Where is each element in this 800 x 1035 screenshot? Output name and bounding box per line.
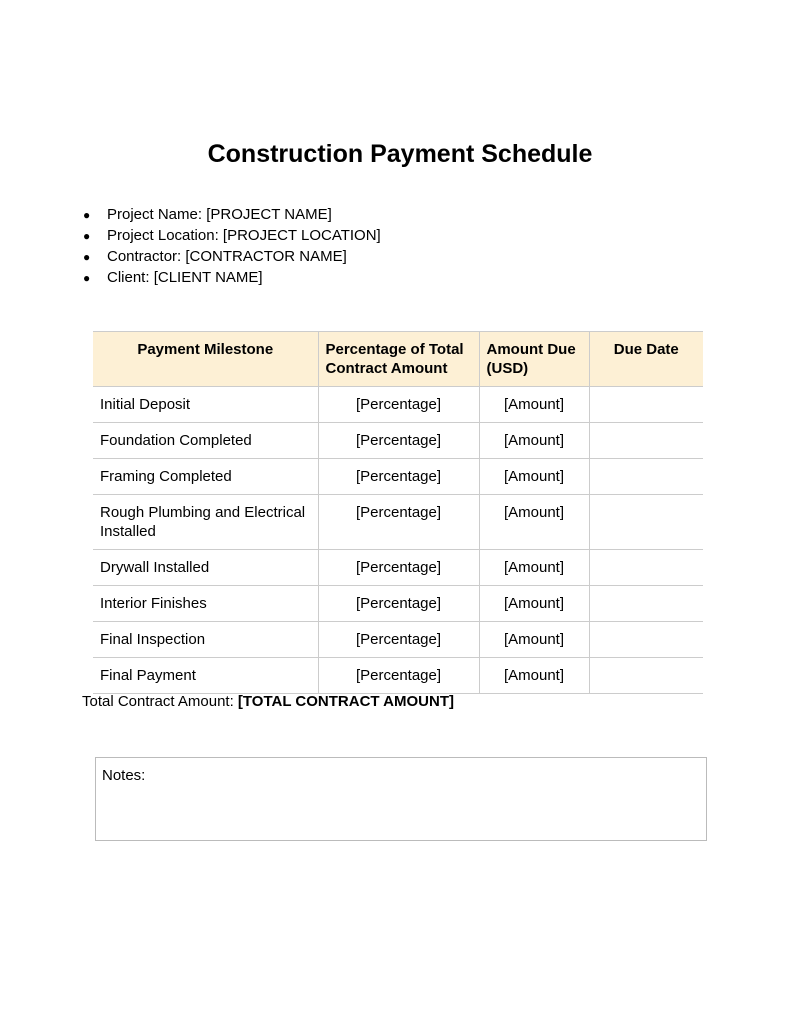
table-row (93, 495, 703, 550)
amount-cell: [Amount] (479, 495, 589, 550)
percentage-cell: [Percentage] (318, 550, 479, 586)
table-row (93, 658, 703, 694)
table-row (93, 387, 703, 423)
payment-schedule-table (93, 331, 703, 694)
percentage-cell: [Percentage] (318, 423, 479, 459)
header-amount: Amount Due (USD) (479, 332, 589, 387)
percentage-cell: [Percentage] (318, 622, 479, 658)
bullet-icon: ● (83, 208, 91, 222)
milestone-cell: Framing Completed (93, 459, 318, 495)
project-name-item: ● Project Name: [PROJECT NAME] (82, 204, 381, 225)
bullet-icon: ● (83, 250, 91, 264)
total-contract-amount: Total Contract Amount: [TOTAL CONTRACT AMOUNT] (82, 693, 455, 710)
milestone-cell: Initial Deposit (93, 387, 318, 423)
milestone-cell: Interior Finishes (93, 586, 318, 622)
milestone-cell: Final Inspection (93, 622, 318, 658)
contractor-item: ● Contractor: [CONTRACTOR NAME] (82, 246, 381, 267)
percentage-cell: [Percentage] (318, 459, 479, 495)
milestone-cell: Final Payment (93, 658, 318, 694)
page-title: Construction Payment Schedule (207, 140, 593, 168)
due-date-cell[interactable] (589, 550, 703, 586)
amount-cell: [Amount] (479, 459, 589, 495)
percentage-cell: [Percentage] (318, 658, 479, 694)
milestone-cell: Drywall Installed (93, 550, 318, 586)
notes-label: Notes: (102, 767, 146, 784)
percentage-cell: [Percentage] (318, 387, 479, 423)
milestone-cell: Foundation Completed (93, 423, 318, 459)
due-date-cell[interactable] (589, 387, 703, 423)
due-date-cell[interactable] (589, 459, 703, 495)
due-date-cell[interactable] (589, 586, 703, 622)
percentage-cell: [Percentage] (318, 495, 479, 550)
milestone-cell: Rough Plumbing and Electrical Installed (93, 495, 318, 550)
amount-cell: [Amount] (479, 387, 589, 423)
due-date-cell[interactable] (589, 622, 703, 658)
project-info-list (82, 204, 381, 288)
amount-cell: [Amount] (479, 586, 589, 622)
due-date-cell[interactable] (589, 495, 703, 550)
percentage-cell: [Percentage] (318, 586, 479, 622)
amount-cell: [Amount] (479, 658, 589, 694)
amount-cell: [Amount] (479, 423, 589, 459)
due-date-cell[interactable] (589, 658, 703, 694)
table-row (93, 586, 703, 622)
header-milestone: Payment Milestone (93, 332, 318, 387)
client-item: ● Client: [CLIENT NAME] (82, 267, 381, 288)
table-row (93, 550, 703, 586)
amount-cell: [Amount] (479, 622, 589, 658)
table-row (93, 423, 703, 459)
project-location-item: ● Project Location: [PROJECT LOCATION] (82, 225, 381, 246)
table-row (93, 622, 703, 658)
bullet-icon: ● (83, 271, 91, 285)
table-row (93, 459, 703, 495)
header-percentage: Percentage of Total Contract Amount (318, 332, 479, 387)
due-date-cell[interactable] (589, 423, 703, 459)
notes-box[interactable] (95, 757, 707, 841)
bullet-icon: ● (83, 229, 91, 243)
amount-cell: [Amount] (479, 550, 589, 586)
table-header-row (93, 332, 703, 387)
header-due-date: Due Date (589, 332, 703, 387)
total-value: [TOTAL CONTRACT AMOUNT] (237, 693, 455, 710)
